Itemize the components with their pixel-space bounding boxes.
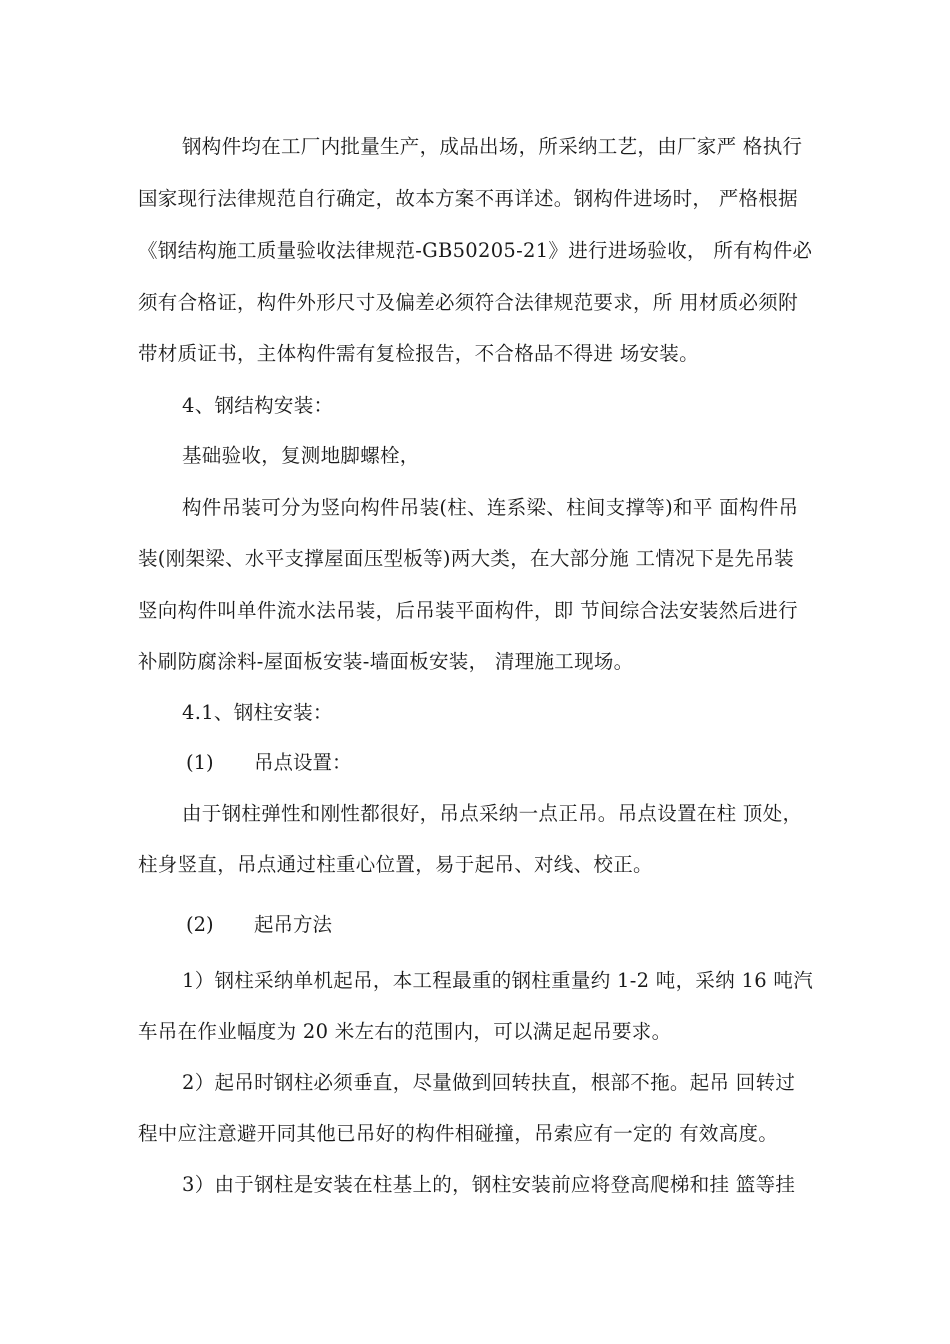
paragraph-line: 1）钢柱采纳单机起吊，本工程最重的钢柱重量约 1-2 吨，采纳 16 吨汽: [182, 969, 814, 992]
paragraph-line: 车吊在作业幅度为 20 米左右的范围内，可以满足起吊要求。: [138, 1020, 672, 1043]
item-label: 起吊方法: [254, 913, 333, 936]
item-number: (1): [186, 751, 214, 774]
paragraph-line: 竖向构件叫单件流水法吊装，后吊装平面构件，即 节间综合法安装然后进行: [138, 599, 798, 622]
paragraph-line: 柱身竖直，吊点通过柱重心位置，易于起吊、对线、校正。: [138, 853, 653, 876]
paragraph-line: 2）起吊时钢柱必须垂直，尽量做到回转扶直，根部不拖。起吊 回转过: [182, 1071, 796, 1094]
paragraph-line: 《钢结构施工质量验收法律规范-GB50205-21》进行进场验收， 所有构件必: [138, 239, 813, 262]
section-heading-4-1: 4.1、钢柱安装：: [182, 701, 333, 724]
item-number: (2): [186, 913, 214, 936]
paragraph-line: 装(刚架梁、水平支撑屋面压型板等)两大类，在大部分施 工情况下是先吊装: [138, 547, 794, 570]
paragraph-line: 程中应注意避开同其他已吊好的构件相碰撞，吊索应有一定的 有效高度。: [138, 1122, 779, 1145]
paragraph-line: 基础验收，复测地脚螺栓，: [182, 444, 420, 467]
paragraph-line: 由于钢柱弹性和刚性都很好，吊点采纳一点正吊。吊点设置在柱 顶处，: [182, 802, 803, 825]
paragraph-line: 带材质证书，主体构件需有复检报告，不合格品不得进 场安装。: [138, 342, 699, 365]
paragraph-line: 须有合格证，构件外形尺寸及偏差必须符合法律规范要求，所 用材质必须附: [138, 291, 798, 314]
paragraph-line: 钢构件均在工厂内批量生产，成品出场，所采纳工艺，由厂家严 格执行: [182, 135, 803, 158]
section-heading-4: 4、钢结构安装：: [182, 394, 334, 417]
item-label: 吊点设置：: [254, 751, 352, 774]
paragraph-line: 3）由于钢柱是安装在柱基上的，钢柱安装前应将登高爬梯和挂 篮等挂: [182, 1173, 796, 1196]
paragraph-line: 国家现行法律规范自行确定，故本方案不再详述。钢构件进场时， 严格根据: [138, 187, 798, 210]
paragraph-line: 构件吊装可分为竖向构件吊装(柱、连系梁、柱间支撑等)和平 面构件吊: [182, 496, 799, 519]
paragraph-line: 补刷防腐涂料-屋面板安装-墙面板安装， 清理施工现场。: [138, 650, 634, 673]
